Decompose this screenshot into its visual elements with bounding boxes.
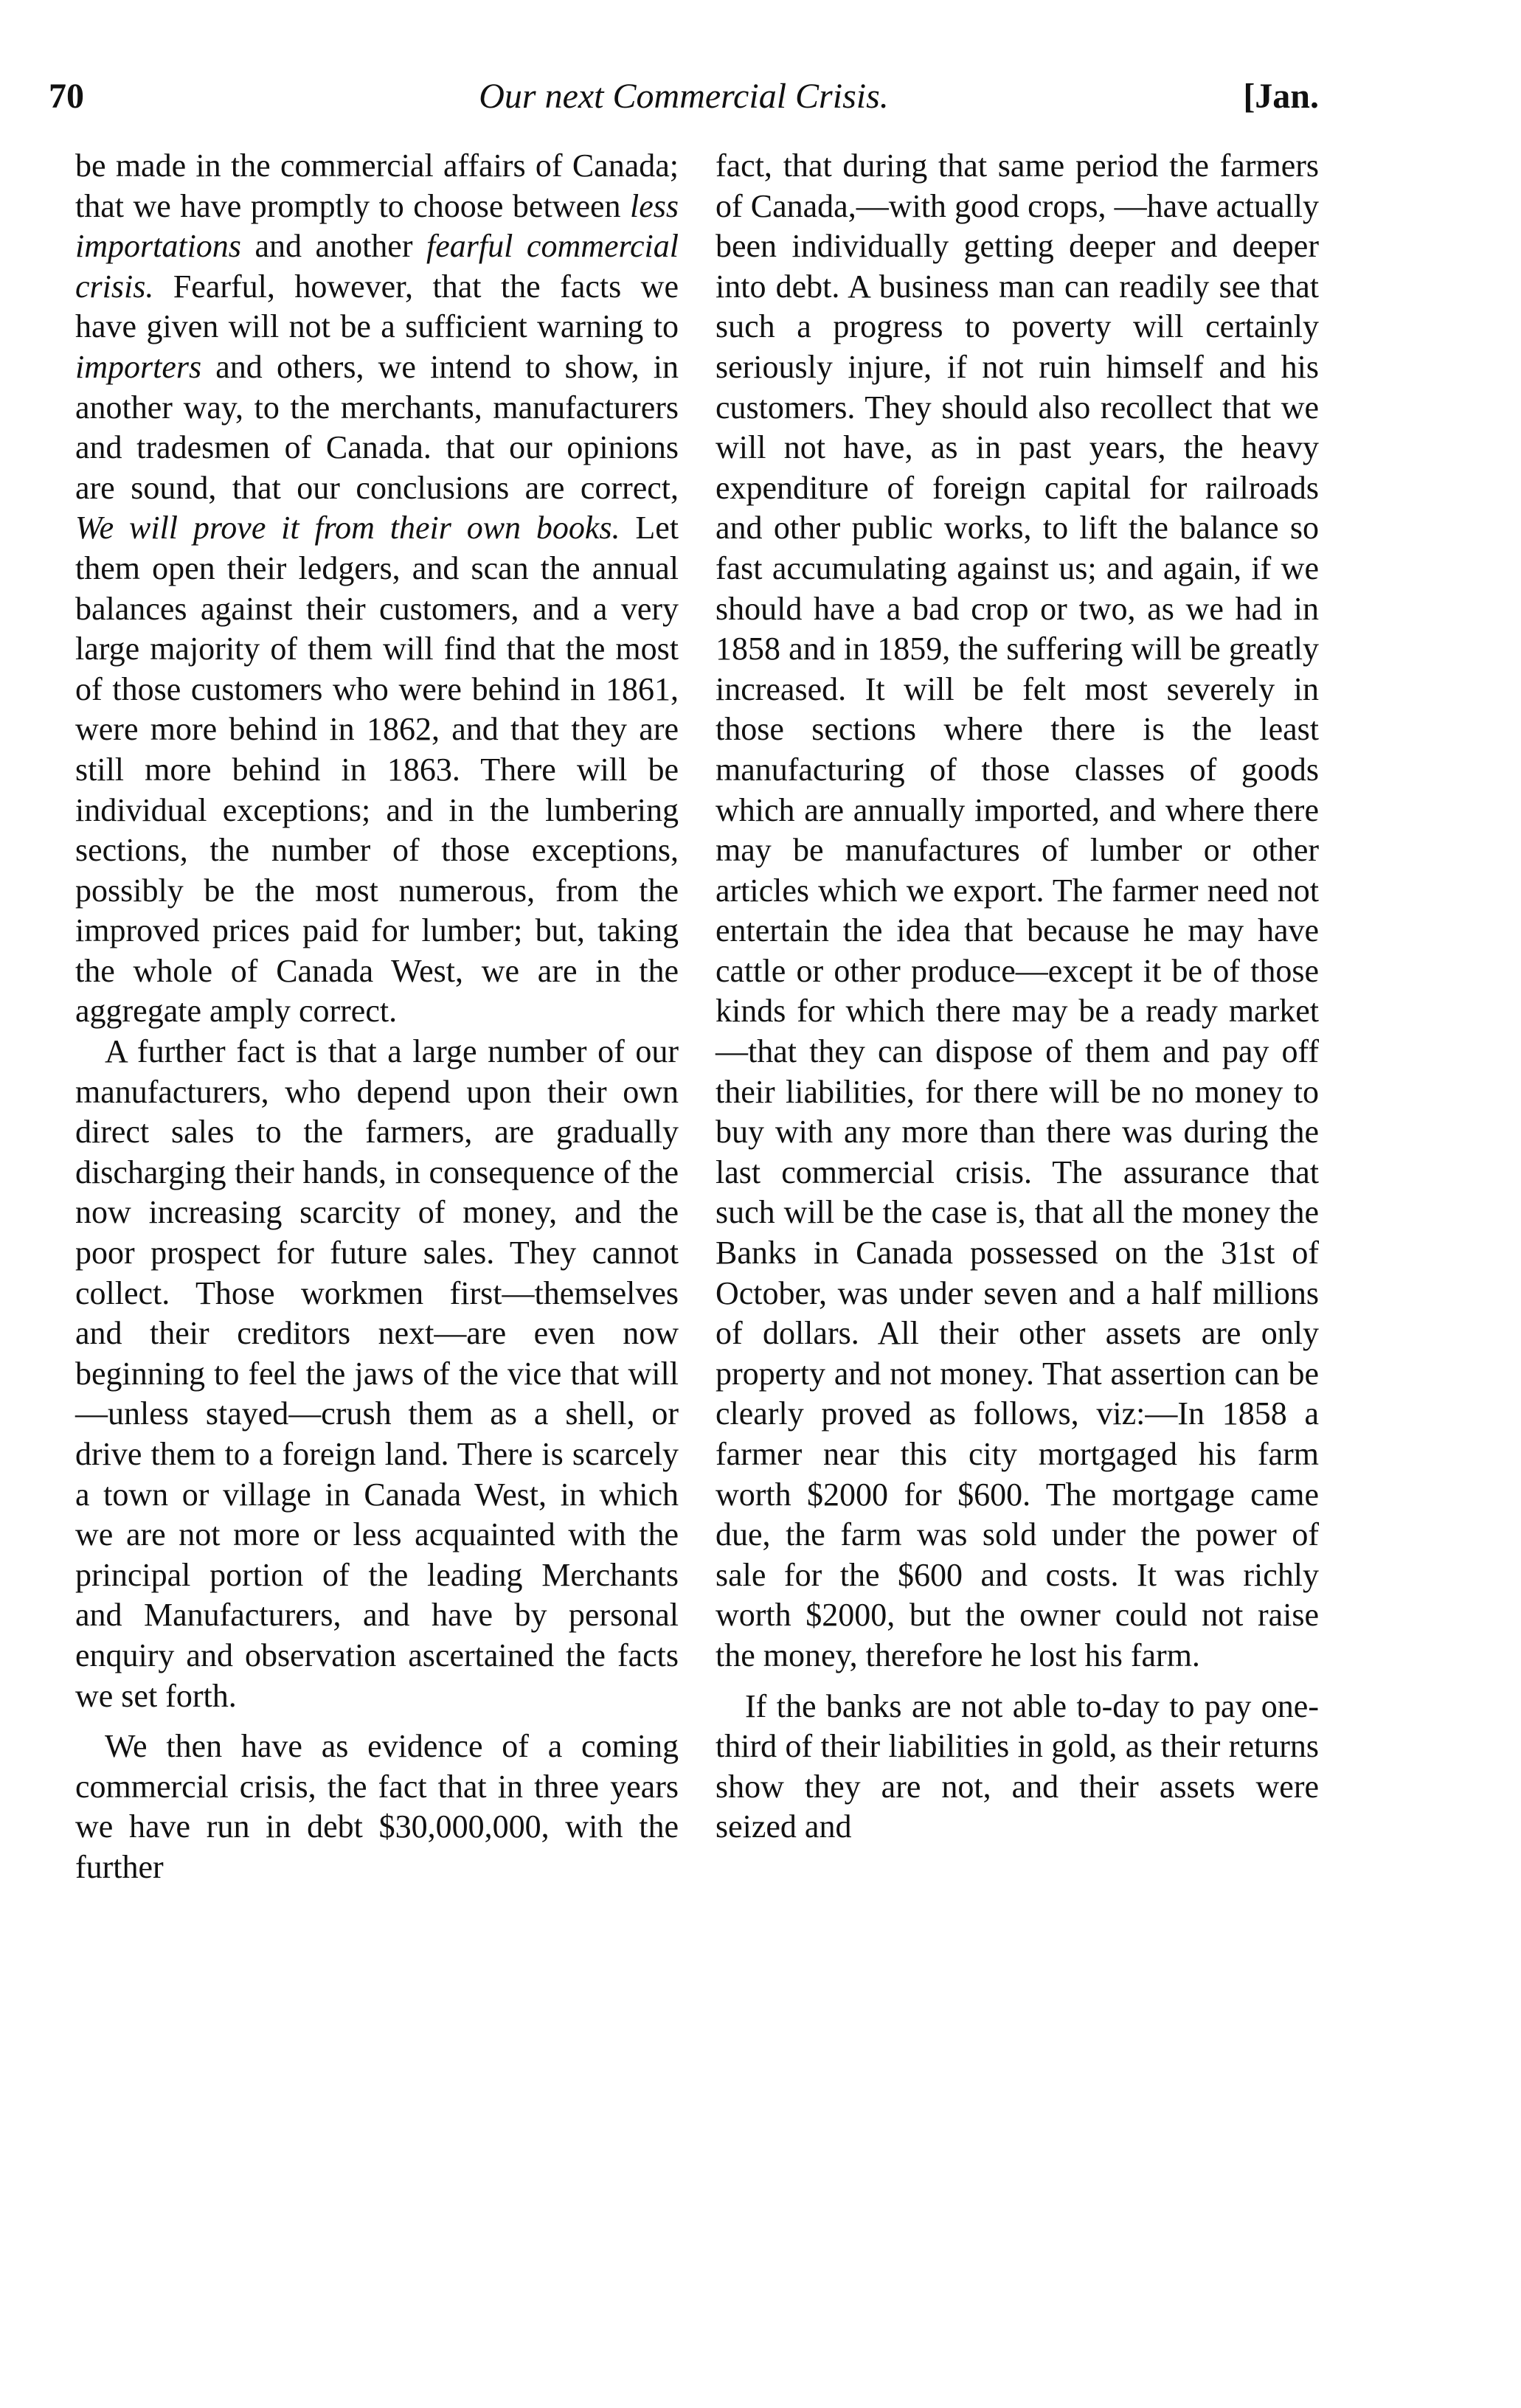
left-p1-text-3: Fearful, however, that the facts we have given will not be a sufficient warning to [75,268,679,345]
left-p1-emphasis-prove-it: We will prove it from their own books. [75,510,620,547]
left-paragraph-1 [75,146,679,1032]
right-paragraph-2: If the banks are not able to-day to pay one-third of their liabilities in gold, as their returns show they are not, and their assets were seized and [716,1687,1319,1845]
right-paragraph-1: fact, that during that same period the farmers of Canada,—with good crops, —have actually been individually getting deeper and deeper into debt. A business man can readily see that such a progress to poverty will certainly seriously injure, if not ruin himself and his customers. They should also recollect that we will not have, as in past years, the heavy expenditure of foreign capital for railroads and other public works, to lift the balance so fast accumulating against us; and again, if we should have a bad crop or two, as we had in 1858 and in 1859, the suffering will be greatly increased. It will be felt most severely in those sections where there is the least manufacturing of those classes of goods which are annually imported, and where there may be manufactures of lumber or other articles which we export. The farmer need not entertain the idea that because he may have cattle or other produce—except it be of those kinds for which there may be a ready market—that they can dispose of them and pay off their liabilities, for there will be no money to buy with any more than there was during the last commercial crisis. The assurance that such will be the case is, that all the money the Banks in Canada possessed on the 31st of October, was under seven and a half millions of dollars. All their other assets are only property and not money. That assertion can be clearly proved as follows, viz:—In 1858 a farmer near this city mortgaged his farm worth $2000 for $600. The mortgage came due, the farm was sold under the power of sale for the $600 and costs. It was richly worth $2000, but the owner could not raise the money, therefore he lost his farm. [716,148,1319,1673]
left-paragraph-2: A further fact is that a large number of our manufacturers, who depend upon their own direct sales to the farmers, are gradually discharging their hands, in consequence of the now increasing scarcity of money, and the poor prospect for future sales. They cannot collect. Those workmen first—themselves and their creditors next—are even now beginning to feel the jaws of the vice that will—unless stayed—crush them as a shell, or drive them to a foreign land. There is scarcely a town or village in Canada West, in which we are not more or less acquainted with the principal portion of the leading Merchants and Manufacturers, and have by personal enquiry and observation ascertained the facts we set forth. [75,1033,679,1714]
left-p1-emphasis-importers: importers [75,348,202,385]
page-number: 70 [49,77,84,116]
issue-month-mark: [Jan. [1243,77,1319,116]
left-p1-text-1: be made in the commercial affairs of Canada; that we have promptly to choose between [75,148,679,224]
left-p1-text-2: and another [240,228,427,265]
running-head [49,71,1319,122]
left-p1-text-5: Let them open their ledgers, and scan the annual balances against their customers, and a very large majority of them will find that the most of those customers who were behind in 1861, were more behind in 1862, and that they are still more behind in 1863. There will be individual exceptions; and in the lumbering sections, the number of those exceptions, possibly be the most numerous, from the improved prices paid for lumber; but, taking the whole of Canada West, we are in the aggregate amply correct. [75,510,679,1030]
left-p1-emphasis-less-importations: less importations [75,187,679,265]
left-column [75,146,679,1888]
right-column [716,146,1319,1847]
running-title: Our next Commercial Crisis. [479,77,889,116]
left-paragraph-3: We then have as evidence of a coming commercial crisis, the fact that in three years we have run in debt $30,000,000, with the further [75,1728,679,1885]
left-p1-emphasis-fearful-crisis: fearful commercial crisis. [75,228,679,305]
left-p1-text-4: and others, we intend to show, in another way, to the merchants, manufacturers and tradesmen of Canada. that our opinions are sound, that our conclusions are correct, [75,348,679,506]
